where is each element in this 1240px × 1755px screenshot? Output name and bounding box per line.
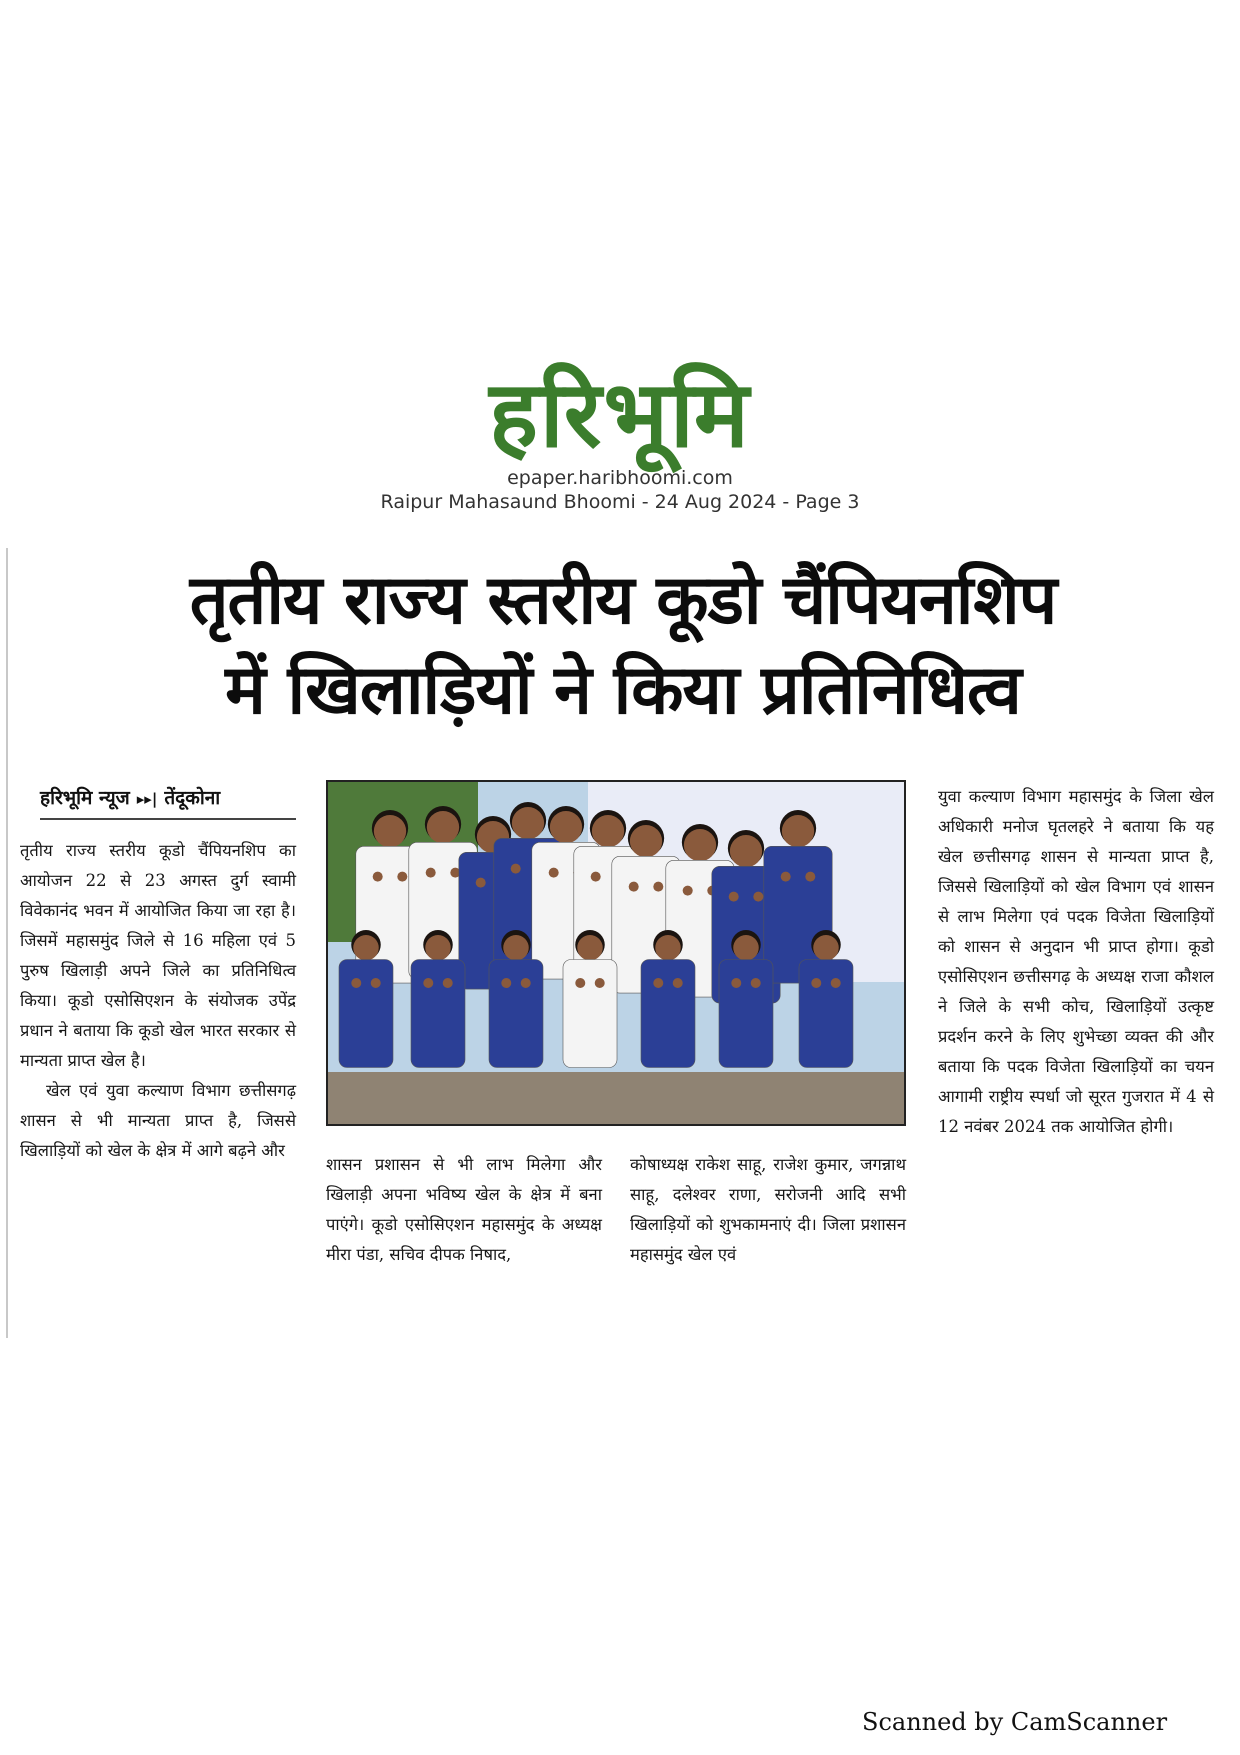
column-2-paragraph: शासन प्रशासन से भी लाभ मिलेगा और खिलाड़ी अपना भविष्य खेल के क्षेत्र में बना पाएंगे। कूडो एसोसिएशन महासमुंद के अध्यक्ष मीरा पंडा, सचिव दीपक निषाद, <box>326 1155 602 1264</box>
team-photo-illustration <box>328 782 904 1124</box>
article-column-2 <box>326 1150 602 1270</box>
byline-place: तेंदूकोना <box>164 787 221 809</box>
photo-ground <box>328 1072 904 1124</box>
article-headline <box>18 556 1228 736</box>
column-4-paragraph: युवा कल्याण विभाग महासमुंद के जिला खेल अधिकारी मनोज घृतलहरे ने बताया कि यह खेल छत्तीसगढ़ शासन से मान्यता प्राप्त है, जिससे खिलाड़ियों को खेल विभाग एवं शासन से लाभ मिलेगा एवं पदक विजेता खिलाड़ियों को शासन से अनुदान भी प्राप्त होगा। कूडो एसोसिएशन छत्तीसगढ़ के अध्यक्ष राजा कौशल ने जिले के सभी कोच, खिलाड़ियों उत्कृष्ट प्रदर्शन करने के लिए शुभेच्छा व्यक्त की और बताया कि पदक विजेता खिलाड़ियों का चयन आगामी राष्ट्रीय स्पर्धा जो सूरत गुजरात में 4 से 12 नवंबर 2024 तक आयोजित होगी। <box>938 787 1214 1136</box>
byline-arrow-icon: ▸▸| <box>136 790 158 808</box>
epaper-url: epaper.haribhoomi.com <box>507 467 733 489</box>
byline-source: हरिभूमि न्यूज <box>40 787 130 809</box>
column-3-paragraph: कोषाध्यक्ष राकेश साहू, राजेश कुमार, जगन्नाथ साहू, दलेश्वर राणा, सरोजनी आदि सभी खिलाड़ियों को शुभकामनाएं दी। जिला प्रशासन महासमुंद खेल एवं <box>630 1155 906 1264</box>
article-column-1 <box>20 836 296 1166</box>
headline-line-1: तृतीय राज्य स्तरीय कूडो चैंपियनशिप <box>189 561 1057 640</box>
masthead <box>0 361 1240 513</box>
column-1-paragraph-2: खेल एवं युवा कल्याण विभाग छत्तीसगढ़ शासन से भी मान्यता प्राप्त है, जिससे खिलाड़ियों को खेल के क्षेत्र में आगे बढ़ने और <box>20 1081 296 1160</box>
page-edge-rule <box>6 548 8 1338</box>
article-column-3 <box>630 1150 906 1270</box>
article-photo <box>326 780 906 1126</box>
article-column-4 <box>938 782 1214 1142</box>
column-1-paragraph-1: तृतीय राज्य स्तरीय कूडो चैंपियनशिप का आयोजन 22 से 23 अगस्त दुर्ग स्वामी विवेकानंद भवन में आयोजित किया जा रहा है। जिसमें महासमुंद जिले से 16 महिला एवं 5 पुरुष खिलाड़ी अपने जिले का प्रतिनिधित्व किया। कूडो एसोसिएशन के संयोजक उपेंद्र प्रधान ने बताया कि कूडो खेल भारत सरकार से मान्यता प्राप्त खेल है। <box>20 841 296 1070</box>
newspaper-logo: हरिभूमि <box>489 361 751 468</box>
edition-line: Raipur Mahasaund Bhoomi - 24 Aug 2024 - Page 3 <box>380 491 860 513</box>
byline <box>40 784 296 820</box>
headline-line-2: में खिलाड़ियों ने किया प्रतिनिधित्व <box>225 651 1021 730</box>
scanner-watermark: Scanned by CamScanner <box>862 1708 1168 1736</box>
